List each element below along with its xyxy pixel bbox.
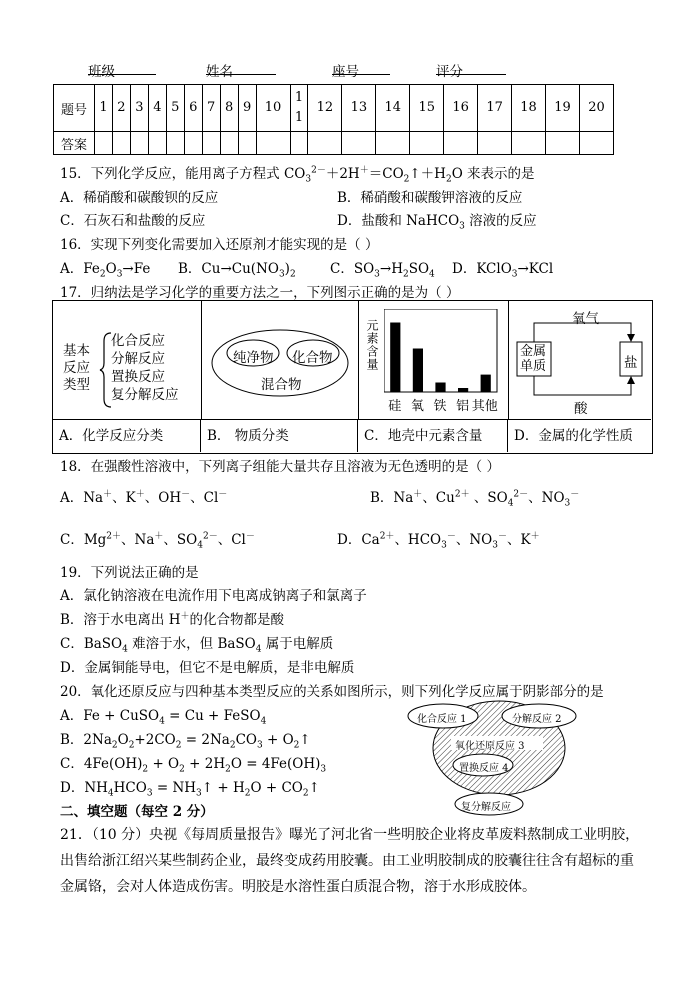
q19-option-a[interactable]: A．氯化钠溶液在电流作用下电离成钠离子和氯离子 xyxy=(60,588,367,604)
panel-a-left-label: 基本 反应 类型 xyxy=(63,343,90,393)
answer-cell-11[interactable] xyxy=(290,132,308,155)
q15-option-d[interactable]: D．盐酸和 NaHCO$_3$ 溶液的反应 xyxy=(337,213,537,232)
q15-option-b[interactable]: B．稀硝酸和碳酸钾溶液的反应 xyxy=(337,190,523,206)
bar-铁 xyxy=(435,383,445,393)
question-number-5: 5 xyxy=(166,85,184,132)
chart-ylabel: 元素含量 xyxy=(365,319,379,371)
question-number-6: 6 xyxy=(184,85,202,132)
answer-cell-4[interactable] xyxy=(148,132,166,155)
question-number-13: 13 xyxy=(342,85,376,132)
question-number-17: 17 xyxy=(478,85,512,132)
category-label: 氧 xyxy=(410,399,424,414)
answer-cell-12[interactable] xyxy=(308,132,342,155)
question-number-19: 19 xyxy=(546,85,580,132)
panel-c-crust-element-chart xyxy=(358,301,509,419)
q20-option-d[interactable]: D．$NH_4HCO_3$ = $NH_3↑ + H_2O$ + $CO_2↑$ xyxy=(60,780,320,799)
q16-option-d[interactable]: D．KClO$_3$→KCl xyxy=(452,261,554,280)
panel-a-items: 化合反应 分解反应 置换反应 复分解反应 xyxy=(111,333,179,403)
q18-option-a[interactable]: A．Na＋、K＋、OH－、Cl－ xyxy=(60,489,228,506)
combination-reaction-label: 化合反应 1 xyxy=(417,714,467,725)
q18-option-c[interactable]: C．$Mg^{2+}$、Na＋、$SO_4^{2-}$、Cl－ xyxy=(60,531,255,551)
question-number-12: 12 xyxy=(308,85,342,132)
acid-label: 酸 xyxy=(574,401,588,417)
q21-line-2: 出售给浙江绍兴某些制药企业，最终变成药用胶囊。由工业明胶制成的胶囊往往含有超标的重 xyxy=(60,853,634,869)
crust-element-bar-chart xyxy=(384,309,498,393)
question-number-15: 15 xyxy=(410,85,444,132)
question-number-1: 1 xyxy=(95,85,113,132)
question-number-2: 2 xyxy=(112,85,130,132)
q21-line-1: 21．（10 分）央视《每周质量报告》曝光了河北省一些明胶企业将皮革废料熬制成工业明胶， xyxy=(60,827,640,843)
q16-option-c[interactable]: C．$SO_3\to H_2SO_4$ xyxy=(330,261,435,280)
redox-reaction-label: 氧化还原反应 3 xyxy=(455,741,525,752)
q17-stem: 17．归纳法是学习化学的重要方法之一，下列图示正确的是为（ ） xyxy=(60,285,460,301)
answer-cell-14[interactable] xyxy=(376,132,410,155)
q15-stem: 15．下列化学反应，能用离子方程式 $CO_3^{2-}+2H^+=CO_2↑+H_2O$ 来表示的是 xyxy=(60,165,535,185)
q18-stem: 18．在强酸性溶液中，下列离子组能大量共存且溶液为无色透明的是（ ） xyxy=(60,459,500,475)
answer-cell-15[interactable] xyxy=(410,132,444,155)
chart-categories xyxy=(384,395,498,413)
category-label: 硅 xyxy=(388,399,402,414)
student-info-header: 班级 姓名 座号 评分 xyxy=(0,60,696,82)
q20-option-c[interactable]: C．$4Fe(OH)_2 + O_2 + 2H_2O = 4Fe(OH)_3$ xyxy=(60,756,327,775)
category-label: 铝 xyxy=(456,399,470,414)
answer-cell-13[interactable] xyxy=(342,132,376,155)
q19-option-b[interactable]: B．溶于水电离出 H＋的化合物都是酸 xyxy=(60,611,285,628)
answer-cell-10[interactable] xyxy=(256,132,290,155)
double-displacement-label: 复分解反应 xyxy=(461,802,511,813)
answer-cell-17[interactable] xyxy=(478,132,512,155)
answer-cell-1[interactable] xyxy=(95,132,113,155)
panel-d-metal-properties xyxy=(508,301,651,419)
decomposition-reaction-label: 分解反应 2 xyxy=(512,714,562,725)
caption-d[interactable]: D．金属的化学性质 xyxy=(508,419,651,452)
question-number-10: 10 xyxy=(256,85,290,132)
question-number-4: 4 xyxy=(148,85,166,132)
q20-option-a[interactable]: A．Fe + CuSO$_4$ = Cu + FeSO$_4$ xyxy=(60,708,267,727)
bar-铝 xyxy=(458,388,468,392)
question-number-3: 3 xyxy=(130,85,148,132)
question-number-8: 8 xyxy=(220,85,238,132)
q19-option-c[interactable]: C．BaSO$_4$ 难溶于水，但 BaSO$_4$ 属于电解质 xyxy=(60,636,334,655)
answer-cell-7[interactable] xyxy=(202,132,220,155)
q16-stem: 16．实现下列变化需要加入还原剂才能实现的是（ ） xyxy=(60,237,379,253)
question-number-9: 9 xyxy=(238,85,256,132)
answer-row xyxy=(54,132,614,155)
q18-option-d[interactable]: D．$Ca^{2+}$、$HCO_3^-$、$NO_3^-$、K＋ xyxy=(337,531,540,551)
q21-line-3: 金属铬，会对人体造成伤害。明胶是水溶性蛋白质混合物，溶于水形成胶体。 xyxy=(60,879,536,895)
category-label: 其他 xyxy=(471,399,498,414)
oxygen-label: 氧气 xyxy=(572,311,599,327)
answer-cell-18[interactable] xyxy=(512,132,546,155)
mixture-label: 混合物 xyxy=(261,377,302,393)
redox-relationship-diagram xyxy=(405,700,591,818)
q18-option-b[interactable]: B．Na＋、$Cu^{2+}$ 、$SO_4^{2-}$、$NO_3^-$ xyxy=(370,489,580,509)
salt-label: 盐 xyxy=(624,355,638,371)
score-field[interactable] xyxy=(436,60,506,75)
question-number-16: 16 xyxy=(444,85,478,132)
bar-氧 xyxy=(413,349,423,393)
q15-option-a[interactable]: A．稀硝酸和碳酸钡的反应 xyxy=(60,190,219,206)
section-2-title: 二、填空题（每空 2 分） xyxy=(60,804,214,820)
metal-element-label: 金属单质 xyxy=(520,344,547,374)
seat-field[interactable] xyxy=(332,60,390,75)
row-label: 答案 xyxy=(54,132,95,155)
answer-cell-2[interactable] xyxy=(112,132,130,155)
question-number-18: 18 xyxy=(512,85,546,132)
q20-stem: 20．氧化还原反应与四种基本类型反应的关系如图所示，则下列化学反应属于阴影部分的是 xyxy=(60,684,604,700)
name-field[interactable] xyxy=(206,60,276,75)
answer-cell-19[interactable] xyxy=(546,132,580,155)
q15-option-c[interactable]: C．石灰石和盐酸的反应 xyxy=(60,213,206,229)
q19-stem: 19．下列说法正确的是 xyxy=(60,565,199,581)
displacement-reaction-label: 置换反应 4 xyxy=(459,763,509,774)
panel-a-reaction-types xyxy=(53,301,202,419)
answer-table xyxy=(53,84,614,155)
category-label: 铁 xyxy=(433,399,447,414)
pure-substance-label: 纯净物 xyxy=(233,350,274,366)
class-field[interactable] xyxy=(88,60,156,75)
answer-cell-5[interactable] xyxy=(166,132,184,155)
answer-cell-9[interactable] xyxy=(238,132,256,155)
q16-option-a[interactable]: A．$Fe_2O_3\to Fe$ xyxy=(60,261,151,280)
answer-cell-8[interactable] xyxy=(220,132,238,155)
bar-硅 xyxy=(390,323,400,393)
question-number-7: 7 xyxy=(202,85,220,132)
answer-cell-16[interactable] xyxy=(444,132,478,155)
bar-其他 xyxy=(481,375,491,392)
caption-b[interactable]: B． 物质分类 xyxy=(201,419,358,452)
caption-a[interactable]: A．化学反应分类 xyxy=(53,419,201,452)
question-number-20: 20 xyxy=(579,85,613,132)
row-label: 题号 xyxy=(54,85,95,132)
q17-diagram-table xyxy=(52,300,653,454)
question-number-row xyxy=(54,85,614,132)
question-number-11: 1 1 xyxy=(290,85,308,132)
answer-cell-6[interactable] xyxy=(184,132,202,155)
answer-cell-20[interactable] xyxy=(579,132,613,155)
caption-c[interactable]: C．地壳中元素含量 xyxy=(358,419,508,452)
question-number-14: 14 xyxy=(376,85,410,132)
q20-option-b[interactable]: B．$2Na_2O_2+2CO_2 = 2Na_2CO_3$ + $O_2↑$ xyxy=(60,732,311,751)
panel-b-substance-classification xyxy=(201,301,359,419)
answer-cell-3[interactable] xyxy=(130,132,148,155)
q19-option-d[interactable]: D．金属铜能导电，但它不是电解质，是非电解质 xyxy=(60,660,355,676)
q16-option-b[interactable]: B．$Cu\to Cu(NO_3)_2$ xyxy=(178,261,296,280)
compound-label: 化合物 xyxy=(292,350,333,366)
